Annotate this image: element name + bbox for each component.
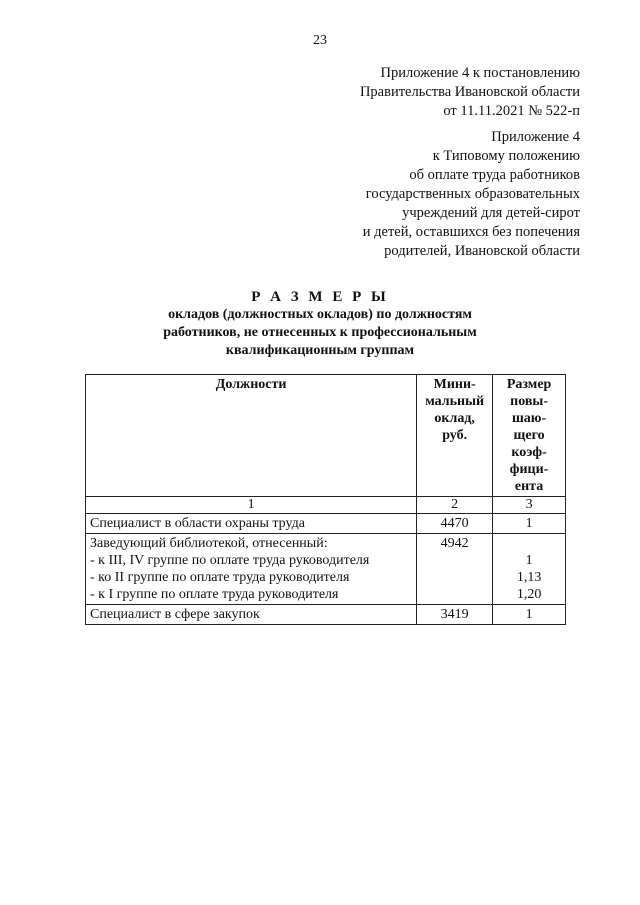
coefficient-cell <box>493 605 566 625</box>
coefficient-line <box>497 535 561 552</box>
header-coefficient-line: фици- <box>509 462 549 477</box>
title-subtitle-line: квалификационным группам <box>225 343 415 358</box>
appendix-reference-line: учреждений для детей-сирот <box>402 205 580 221</box>
column-number: 1 <box>86 497 417 514</box>
salary-cell: 4942 <box>417 534 493 605</box>
header-min-salary-line: руб. <box>442 428 468 443</box>
header-coefficient-line: коэф- <box>511 445 547 460</box>
title-main: Р А З М Е Р Ы <box>251 289 389 305</box>
salary-table <box>85 374 566 625</box>
column-number: 3 <box>493 497 566 514</box>
appendix-header <box>360 64 580 121</box>
table-header-row <box>86 375 566 497</box>
salary-cell: 4470 <box>417 514 493 534</box>
table-row <box>86 514 566 534</box>
appendix-header-line: Правительства Ивановской области <box>359 84 580 100</box>
position-line: - к III, IV группе по оплате труда руководителя <box>90 553 370 568</box>
position-cell <box>86 514 417 534</box>
header-coefficient-line: шаю- <box>511 411 547 426</box>
appendix-reference <box>363 128 580 261</box>
appendix-header-line: от 11.11.2021 № 522-п <box>443 103 580 119</box>
appendix-reference-line: к Типовому положению <box>432 148 580 164</box>
page-number: 23 <box>313 33 327 48</box>
appendix-reference-line: родителей, Ивановской области <box>384 243 580 259</box>
header-min-salary-line: Мини- <box>433 377 476 392</box>
appendix-reference-line: Приложение 4 <box>491 129 580 145</box>
appendix-reference-line: об оплате труда работников <box>409 167 580 183</box>
coefficient-line: 1,20 <box>516 587 542 602</box>
position-line: Специалист в сфере закупок <box>90 607 260 622</box>
header-coefficient-line: Размер <box>506 377 552 392</box>
column-number-row <box>86 497 566 514</box>
title-subtitle-line: окладов (должностных окладов) по должностям <box>168 307 472 322</box>
document-title <box>0 288 640 360</box>
header-min-salary-line: мальный <box>425 394 485 409</box>
appendix-reference-line: и детей, оставшихся без попечения <box>362 224 580 240</box>
coefficient-line: 1 <box>525 607 533 622</box>
header-coefficient-line: щего <box>513 428 545 443</box>
header-coefficient-line: ента <box>514 479 544 494</box>
coefficient-cell <box>493 534 566 605</box>
coefficient-line: 1 <box>525 516 533 531</box>
table-row <box>86 605 566 625</box>
position-line: - к I группе по оплате труда руководителя <box>90 587 339 602</box>
table-row <box>86 534 566 605</box>
appendix-header-line: Приложение 4 к постановлению <box>380 65 580 81</box>
position-cell <box>86 534 417 605</box>
title-subtitle-line: работников, не отнесенных к профессиональным <box>163 325 477 340</box>
header-coefficient-line: повы- <box>510 394 548 409</box>
column-number: 2 <box>417 497 493 514</box>
position-line: - ко II группе по оплате труда руководителя <box>90 570 350 585</box>
coefficient-line: 1,13 <box>516 570 542 585</box>
coefficient-line: 1 <box>525 553 533 568</box>
position-line: Заведующий библиотекой, отнесенный: <box>90 536 328 551</box>
header-min-salary <box>417 375 493 497</box>
appendix-reference-line: государственных образовательных <box>365 186 580 202</box>
header-position: Должности <box>86 375 417 497</box>
header-min-salary-line: оклад, <box>434 411 475 426</box>
position-line: Специалист в области охраны труда <box>90 516 305 531</box>
position-cell <box>86 605 417 625</box>
salary-cell: 3419 <box>417 605 493 625</box>
header-coefficient <box>493 375 566 497</box>
coefficient-cell <box>493 514 566 534</box>
